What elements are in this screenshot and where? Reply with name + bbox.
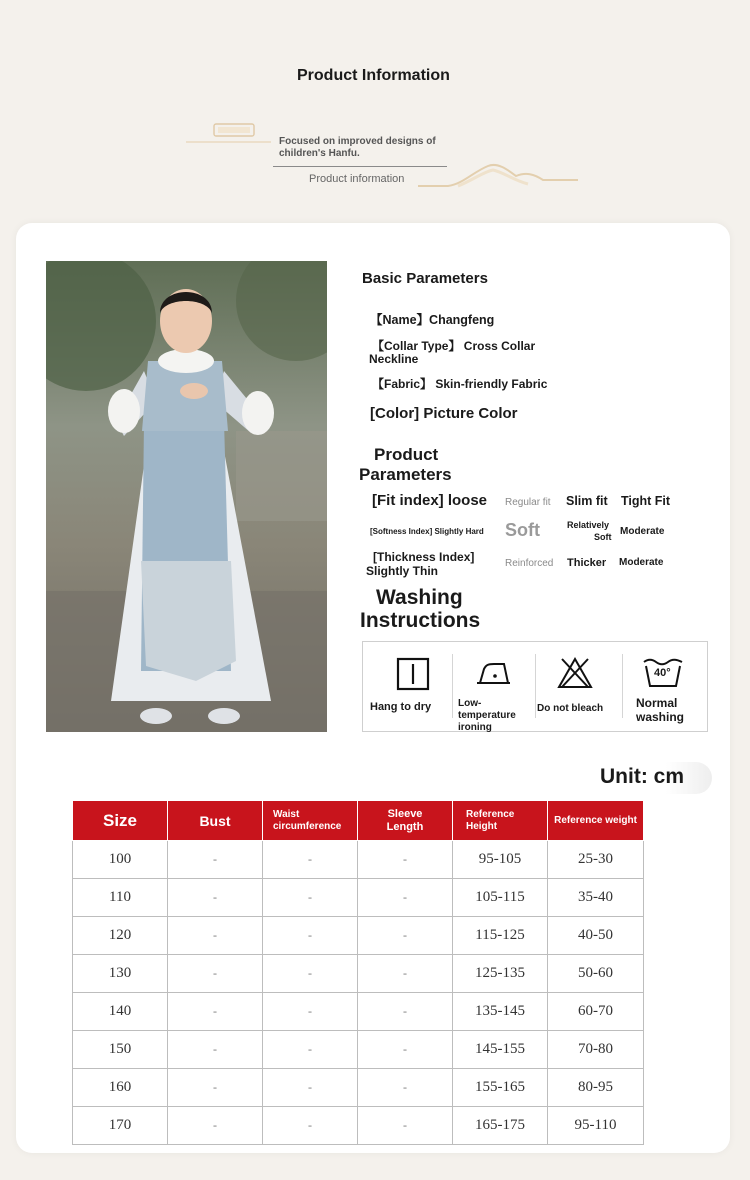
- cell-waist: -: [263, 993, 358, 1031]
- cell-height: 165-175: [453, 1107, 548, 1145]
- cell-height: 145-155: [453, 1031, 548, 1069]
- wash-40-icon: [642, 658, 684, 688]
- cell-bust: -: [168, 1031, 263, 1069]
- cell-waist: -: [263, 1031, 358, 1069]
- table-row: [73, 917, 644, 955]
- page-subtitle: Focused on improved designs of children's Hanfu.: [279, 136, 436, 159]
- param-collar: 【Collar Type】 Cross Collar: [372, 339, 536, 353]
- cell-bust: -: [168, 955, 263, 993]
- thickness-option-thicker: Thicker: [567, 557, 607, 569]
- table-row: [73, 1069, 644, 1107]
- table-row: [73, 841, 644, 879]
- fit-index-label: [Fit index] loose: [372, 492, 488, 509]
- no-bleach-icon: [556, 656, 594, 690]
- cell-size: 120: [73, 917, 168, 955]
- softness-option-relatively: Relatively: [567, 520, 610, 530]
- cell-bust: -: [168, 841, 263, 879]
- washing-heading: Washing: [376, 586, 463, 609]
- softness-option-soft: Soft: [505, 520, 540, 540]
- page-title: Product Information: [297, 67, 450, 84]
- cell-size: 160: [73, 1069, 168, 1107]
- softness-option-relatively-soft: Soft: [594, 532, 612, 542]
- header-sleeve-line2: Length: [386, 820, 424, 833]
- cell-height: 105-115: [453, 879, 548, 917]
- header-size: Size: [73, 801, 168, 841]
- cell-sleeve: -: [358, 841, 453, 879]
- washing-label-normal-2: washing: [636, 710, 685, 724]
- param-color: [Color] Picture Color: [370, 405, 518, 422]
- header-bust: Bust: [168, 801, 263, 841]
- header-waist-line1: Waist: [273, 808, 300, 820]
- cell-weight: 25-30: [548, 841, 644, 879]
- cell-sleeve: -: [358, 1107, 453, 1145]
- washing-label-iron-3: ironing: [458, 722, 492, 733]
- washing-label-bleach: Do not bleach: [537, 703, 604, 714]
- cell-size: 100: [73, 841, 168, 879]
- cell-weight: 40-50: [548, 917, 644, 955]
- thickness-index-value: Slightly Thin: [366, 564, 438, 578]
- washing-divider: [622, 654, 623, 718]
- washing-label-normal-1: Normal: [636, 696, 678, 710]
- header-weight: Reference weight: [548, 801, 644, 841]
- washing-divider: [452, 654, 453, 718]
- header-waist: [263, 801, 358, 841]
- table-row: [73, 1031, 644, 1069]
- cell-waist: -: [263, 917, 358, 955]
- cell-bust: -: [168, 1107, 263, 1145]
- cell-bust: -: [168, 879, 263, 917]
- thickness-option-moderate: Moderate: [619, 557, 664, 568]
- param-name: 【Name】Changfeng: [370, 313, 495, 327]
- fit-option-regular: Regular fit: [505, 497, 551, 508]
- cell-waist: -: [263, 879, 358, 917]
- cell-waist: -: [263, 1069, 358, 1107]
- mountain-decoration-icon: [418, 158, 578, 192]
- cell-bust: -: [168, 917, 263, 955]
- cell-sleeve: -: [358, 955, 453, 993]
- softness-index-label: [Softness Index] Slightly Hard: [370, 527, 484, 536]
- cell-size: 170: [73, 1107, 168, 1145]
- cell-height: 135-145: [453, 993, 548, 1031]
- table-row: [73, 1107, 644, 1145]
- table-row: [73, 879, 644, 917]
- softness-option-moderate: Moderate: [620, 526, 665, 537]
- basic-params-heading: Basic Parameters: [362, 270, 488, 287]
- cell-bust: -: [168, 993, 263, 1031]
- header-sleeve-line1: Sleeve: [387, 807, 423, 820]
- fit-option-tight: Tight Fit: [621, 494, 671, 508]
- cell-size: 130: [73, 955, 168, 993]
- thickness-option-reinforced: Reinforced: [505, 558, 554, 569]
- cell-weight: 50-60: [548, 955, 644, 993]
- param-collar-cont: Neckline: [369, 352, 419, 366]
- product-params-heading: Product: [374, 445, 439, 464]
- cell-size: 150: [73, 1031, 168, 1069]
- cell-sleeve: -: [358, 917, 453, 955]
- cell-height: 125-135: [453, 955, 548, 993]
- product-photo: [46, 261, 327, 732]
- cell-height: 155-165: [453, 1069, 548, 1107]
- cell-weight: 80-95: [548, 1069, 644, 1107]
- cell-height: 115-125: [453, 917, 548, 955]
- child-hanfu-illustration: [46, 261, 327, 732]
- table-row: [73, 993, 644, 1031]
- washing-divider: [535, 654, 536, 718]
- section-label: Product information: [309, 173, 405, 185]
- cell-waist: -: [263, 1107, 358, 1145]
- wash-temp-badge: 40°: [654, 667, 671, 679]
- hang-dry-icon: [396, 657, 430, 691]
- table-row: [73, 955, 644, 993]
- param-fabric: 【Fabric】 Skin-friendly Fabric: [372, 377, 548, 391]
- product-params-heading-2: Parameters: [359, 465, 452, 484]
- header-height-line1: Reference: [466, 808, 515, 820]
- thickness-index-label: [Thickness Index]: [373, 550, 475, 564]
- scroll-decoration-icon: [186, 118, 276, 148]
- washing-heading-2: Instructions: [360, 609, 481, 632]
- cell-weight: 35-40: [548, 879, 644, 917]
- washing-label-iron-1: Low-: [458, 698, 482, 709]
- header-height-line2: Height: [466, 820, 498, 832]
- cell-size: 110: [73, 879, 168, 917]
- cell-bust: -: [168, 1069, 263, 1107]
- cell-size: 140: [73, 993, 168, 1031]
- fit-option-slim: Slim fit: [566, 494, 608, 508]
- cell-waist: -: [263, 955, 358, 993]
- cell-waist: -: [263, 841, 358, 879]
- unit-label: Unit: cm: [600, 765, 684, 788]
- cell-weight: 70-80: [548, 1031, 644, 1069]
- cell-sleeve: -: [358, 1069, 453, 1107]
- cell-height: 95-105: [453, 841, 548, 879]
- cell-weight: 60-70: [548, 993, 644, 1031]
- header-height: [453, 801, 548, 841]
- washing-label-hang: Hang to dry: [370, 701, 432, 713]
- size-table: [72, 800, 644, 1145]
- washing-instructions-box: [362, 641, 708, 732]
- cell-sleeve: -: [358, 879, 453, 917]
- header-waist-line2: circumference: [273, 820, 342, 832]
- cell-sleeve: -: [358, 993, 453, 1031]
- washing-label-iron-2: temperature: [458, 710, 516, 721]
- iron-icon: [474, 659, 512, 689]
- header-sleeve: [358, 801, 453, 841]
- cell-weight: 95-110: [548, 1107, 644, 1145]
- cell-sleeve: -: [358, 1031, 453, 1069]
- size-table-header: [73, 801, 644, 841]
